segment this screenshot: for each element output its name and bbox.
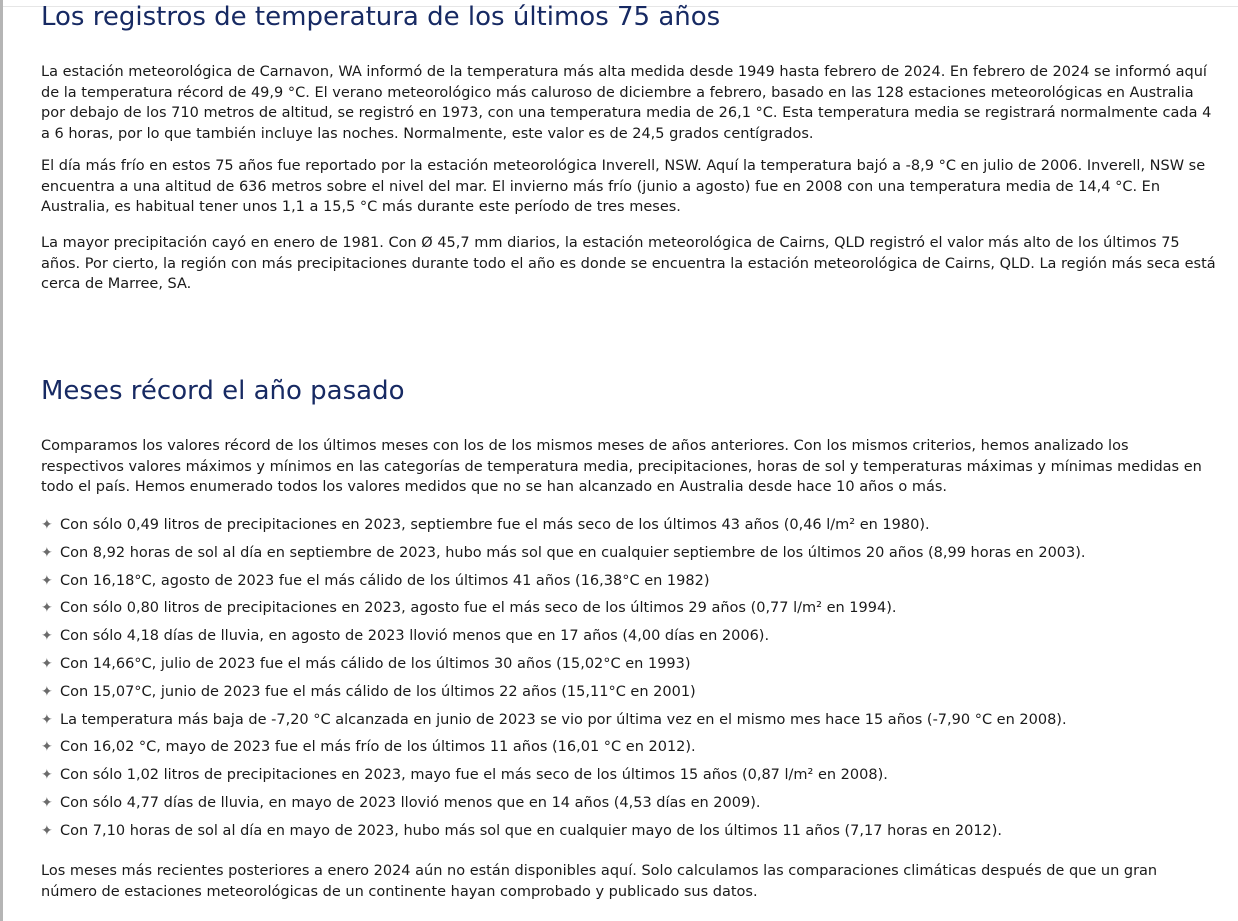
list-item-text: Con 15,07°C, junio de 2023 fue el más cálido de los últimos 22 años (15,11°C en 2001): [60, 683, 696, 700]
paragraph-highest-temperature: La estación meteorológica de Carnavon, WA informó de la temperatura más alta medida desde 1949 hasta febrero de 2024. En febrero de 2024 se informó aquí de la temperatura récord de 49,9 °C. El verano meteorológico más caluroso de diciembre a febrero, basado en las 128 estaciones meteorológicas en Australia por debajo de los 710 metros de altitud, se registró en 1973, con una temperatura media de 26,1 °C. Esta temperatura media se registrará normalmente cada 4 a 6 horas, por lo que también incluye las noches. Normalmente, este valor es de 24,5 grados centígrados.: [41, 64, 1212, 142]
list-item: [41, 818, 1216, 846]
four-pointed-star-icon: ✦: [41, 544, 53, 561]
four-pointed-star-icon: ✦: [41, 655, 53, 672]
list-item: [41, 679, 1216, 707]
four-pointed-star-icon: ✦: [41, 517, 53, 533]
list-item-text: Con sólo 1,02 litros de precipitaciones en 2023, mayo fue el más seco de los últimos 15 años (0,87 l/m² en 2008).: [60, 767, 888, 784]
list-item: [41, 540, 1216, 568]
four-pointed-star-icon: ✦: [41, 767, 53, 784]
list-item-text: Con sólo 4,18 días de lluvia, en agosto de 2023 llovió menos que en 17 años (4,00 días en 2006).: [60, 628, 770, 645]
list-item: [41, 651, 1216, 679]
four-pointed-star-icon: ✦: [41, 822, 53, 839]
list-item: [41, 512, 1216, 540]
four-pointed-star-icon: ✦: [41, 628, 53, 645]
list-item-text: La temperatura más baja de -7,20 °C alcanzada en junio de 2023 se vio por última vez en el mismo mes hace 15 años (-7,90 °C en 2008).: [60, 711, 1067, 728]
left-border: [0, 0, 3, 921]
four-pointed-star-icon: ✦: [41, 600, 53, 617]
section-title-temperature-records: Los registros de temperatura de los últimos 75 años: [41, 2, 721, 32]
list-item-text: Con 14,66°C, julio de 2023 fue el más cálido de los últimos 30 años (15,02°C en 1993): [60, 655, 691, 672]
list-item-text: Con 16,02 °C, mayo de 2023 fue el más frío de los últimos 11 años (16,01 °C en 2012).: [60, 739, 696, 756]
list-item: [41, 707, 1216, 735]
four-pointed-star-icon: ✦: [41, 683, 53, 700]
record-months-list: [41, 512, 1216, 846]
list-item-text: Con 16,18°C, agosto de 2023 fue el más cálido de los últimos 41 años (16,38°C en 1982): [60, 572, 710, 589]
four-pointed-star-icon: ✦: [41, 711, 53, 728]
list-item-text: Con sólo 4,77 días de lluvia, en mayo de 2023 llovió menos que en 14 años (4,53 días en 2009).: [60, 794, 761, 811]
list-item: [41, 623, 1216, 651]
paragraph-record-months-intro: Comparamos los valores récord de los últimos meses con los de los mismos meses de años anteriores. Con los mismos criterios, hemos analizado los respectivos valores máximos y mínimos en las categorías de temperatura media, precipitaciones, horas de sol y temperaturas máximas y mínimas medidas en todo el país. Hemos enumerado todos los valores medidos que no se han alcanzado en Australia desde hace 10 años o más.: [41, 438, 1202, 495]
list-item: [41, 568, 1216, 596]
list-item-text: Con sólo 0,80 litros de precipitaciones en 2023, agosto fue el más seco de los últimos 29 años (0,77 l/m² en 1994).: [60, 600, 897, 617]
list-item: [41, 790, 1216, 818]
list-item: [41, 734, 1216, 762]
list-item-text: Con 7,10 horas de sol al día en mayo de 2023, hubo más sol que en cualquier mayo de los últimos 11 años (7,17 horas en 2012).: [60, 822, 1003, 839]
list-item-text: Con 8,92 horas de sol al día en septiembre de 2023, hubo más sol que en cualquier septiembre de los últimos 20 años (8,99 horas en 2003).: [60, 544, 1086, 561]
four-pointed-star-icon: ✦: [41, 739, 53, 756]
paragraph-record-months-note: Los meses más recientes posteriores a enero 2024 aún no están disponibles aquí. Solo calculamos las comparaciones climáticas después de que un gran número de estaciones meteorológicas de un continente hayan comprobado y publicado sus datos.: [41, 863, 1158, 900]
four-pointed-star-icon: ✦: [41, 572, 53, 589]
list-item-text: Con sólo 0,49 litros de precipitaciones en 2023, septiembre fue el más seco de los últimos 43 años (0,46 l/m² en 1980).: [60, 517, 930, 533]
list-item: [41, 762, 1216, 790]
section-title-record-months: Meses récord el año pasado: [41, 376, 405, 406]
four-pointed-star-icon: ✦: [41, 794, 53, 811]
paragraph-precipitation: La mayor precipitación cayó en enero de 1981. Con Ø 45,7 mm diarios, la estación meteorológica de Cairns, QLD registró el valor más alto de los últimos 75 años. Por cierto, la región con más precipitaciones durante todo el año es donde se encuentra la estación meteorológica de Cairns, QLD. La región más seca está cerca de Marree, SA.: [41, 235, 1216, 292]
paragraph-coldest-day: El día más frío en estos 75 años fue reportado por la estación meteorológica Inverell, NSW. Aquí la temperatura bajó a -8,9 °C en julio de 2006. Inverell, NSW se encuentra a una altitud de 636 metros sobre el nivel del mar. El invierno más frío (junio a agosto) fue en 2008 con una temperatura media de 14,4 °C. En Australia, es habitual tener unos 1,1 a 15,5 °C más durante este período de tres meses.: [41, 158, 1206, 215]
list-item: [41, 595, 1216, 623]
